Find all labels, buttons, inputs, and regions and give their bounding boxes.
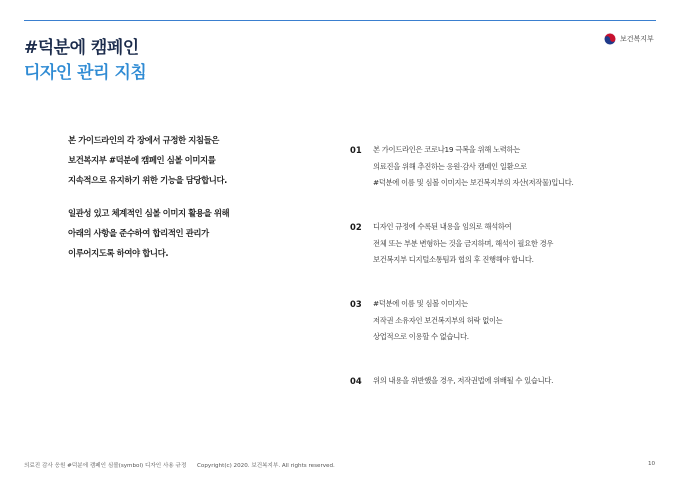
rule-line: 본 가이드라인은 코로나19 극복을 위해 노력하는 — [373, 145, 521, 154]
rule-item-01 — [350, 142, 640, 192]
rule-text — [373, 373, 553, 390]
rule-item-04 — [350, 373, 640, 390]
rule-line: 의료진을 위해 추진하는 응원·감사 캠페인 일환으로 — [373, 161, 527, 171]
intro-line: 이루어지도록 하여야 합니다. — [68, 248, 169, 258]
rule-line: 디자인 규정에 수록된 내용을 임의로 해석하여 — [373, 222, 512, 231]
ministry-logo — [604, 33, 654, 45]
rule-text — [373, 142, 574, 192]
intro-paragraph-1 — [68, 130, 318, 190]
rule-line: 저작권 소유자인 보건복지부의 허락 없이는 — [373, 315, 503, 325]
intro-line: 본 가이드라인의 각 장에서 규정한 지침들은 — [68, 135, 220, 145]
intro-line: 아래의 사항을 준수하여 합리적인 관리가 — [68, 228, 209, 238]
intro-line: 보건복지부 #덕분에 캠페인 심볼 이미지를 — [68, 155, 216, 165]
page-number: 10 — [648, 461, 656, 467]
intro-line: 일관성 있고 체계적인 심볼 이미지 활용을 위해 — [68, 208, 230, 218]
footer-document-title: 의료진 감사 응원 #덕분에 캠페인 심볼(symbol) 디자인 사용 규정 — [24, 463, 187, 469]
intro-line: 지속적으로 유지하기 위한 기능을 담당합니다. — [68, 175, 227, 185]
rule-item-02 — [350, 219, 640, 269]
rule-line: #덕분에 이름 및 심볼 이미지는 보건복지부의 자산(저작물)입니다. — [373, 178, 574, 187]
rule-number: 02 — [350, 222, 362, 232]
rule-item-03 — [350, 296, 640, 346]
rule-line: #덕분에 이름 및 심볼 이미지는 — [373, 299, 468, 308]
intro-text — [68, 130, 318, 263]
intro-paragraph-2 — [68, 203, 318, 263]
footer-copyright: Copyright(c) 2020. 보건복지부. All rights reserved. — [197, 463, 335, 469]
taegeuk-emblem-icon — [604, 33, 616, 45]
rule-number: 03 — [350, 299, 362, 309]
rule-number: 01 — [350, 145, 362, 155]
rule-text — [373, 219, 553, 269]
page-title-line2: 디자인 관리 지침 — [24, 63, 147, 83]
rule-line: 전체 또는 부분 변형하는 것을 금지하며, 해석이 필요한 경우 — [373, 238, 554, 248]
rule-line: 상업적으로 이용할 수 없습니다. — [373, 332, 469, 341]
logo-text: 보건복지부 — [620, 35, 654, 43]
top-divider — [24, 20, 656, 21]
rule-text — [373, 296, 503, 346]
rule-number: 04 — [350, 376, 362, 386]
rule-line: 보건복지부 디지털소통팀과 협의 후 진행해야 합니다. — [373, 255, 534, 264]
rule-line: 위의 내용을 위반했을 경우, 저작권법에 위배될 수 있습니다. — [373, 376, 554, 385]
page-title-line1: #덕분에 캠페인 — [24, 38, 139, 58]
